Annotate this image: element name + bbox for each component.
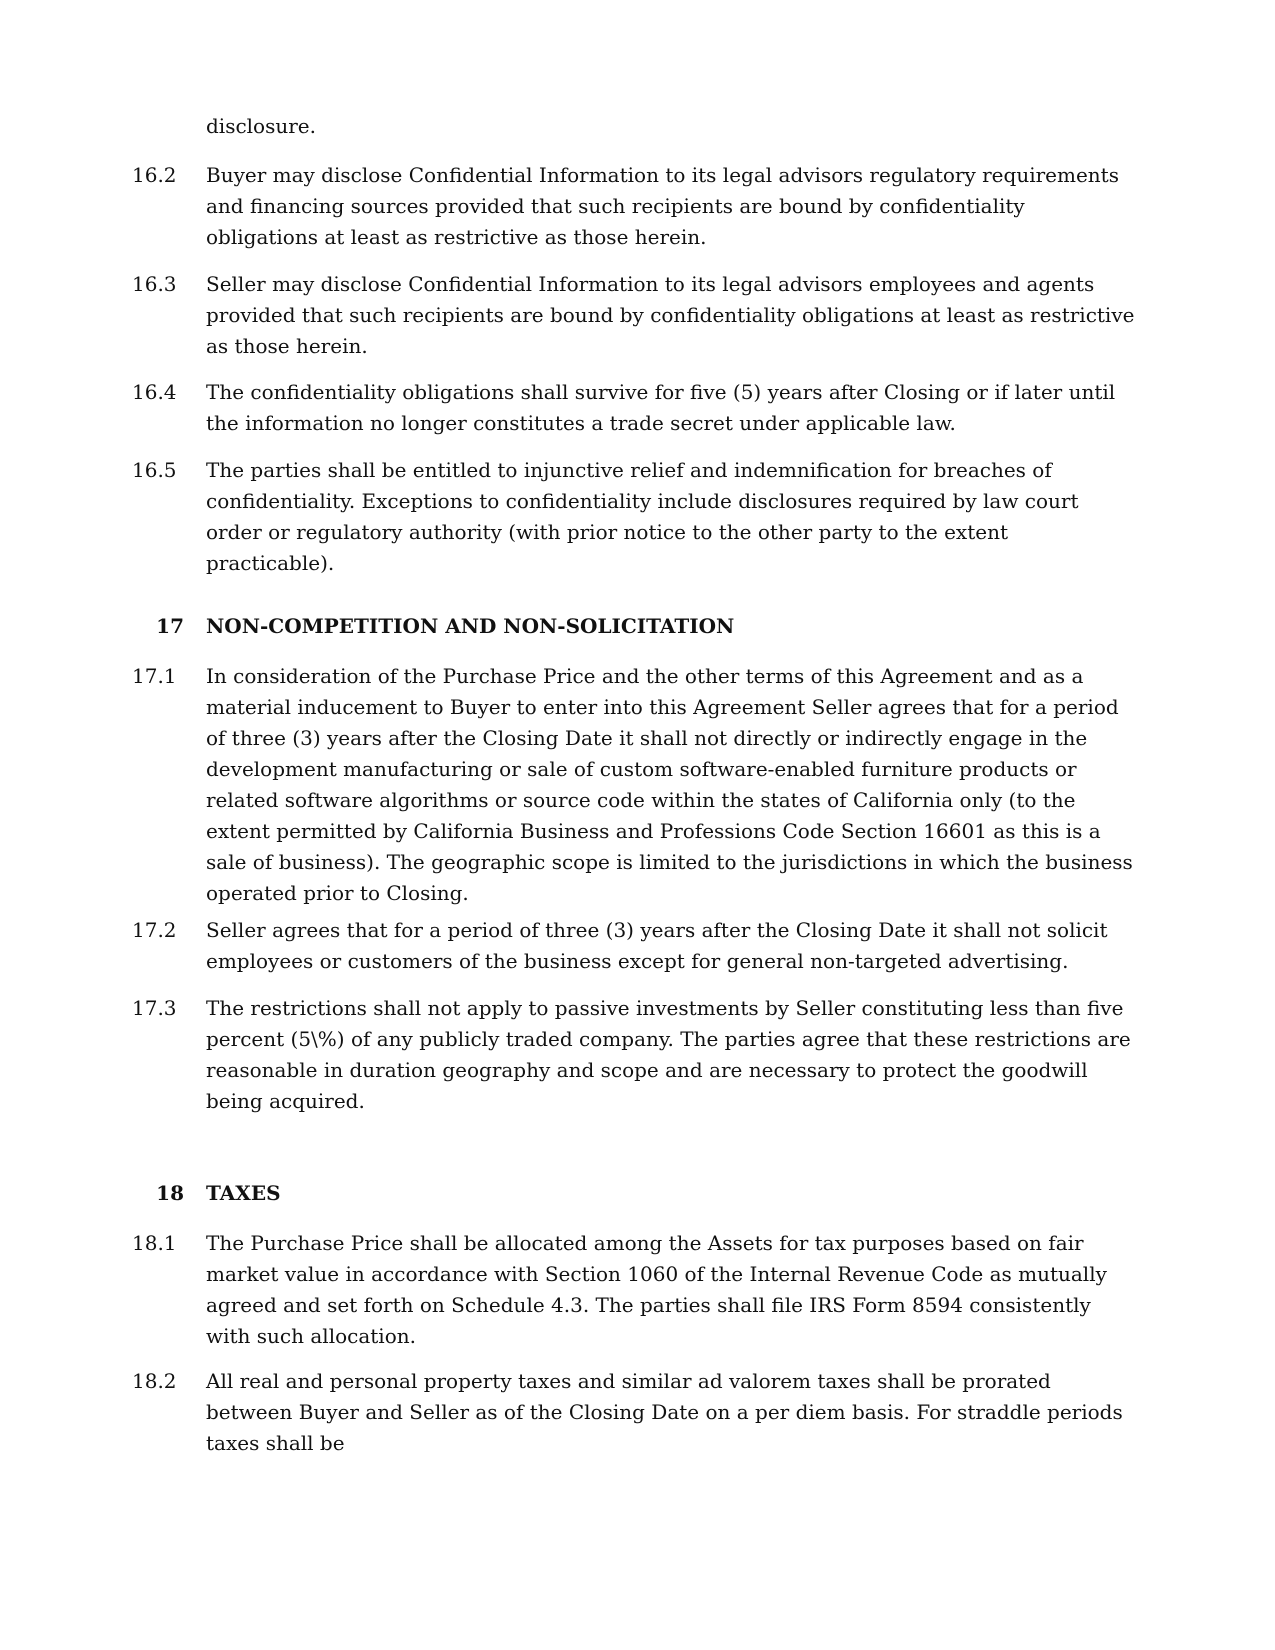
clause-number: 18.2	[132, 1369, 177, 1393]
clause-text: All real and personal property taxes and similar ad valorem taxes shall be prorated between Buyer and Seller as of the Closing Date on a per diem basis. For straddle periods taxes shall be	[206, 1369, 1123, 1455]
clause-text: The restrictions shall not apply to passive investments by Seller constituting less than five percent (5\%) of any publicly traded company. The parties agree that these restrictions are reasonable in duration geography and scope and are necessary to protect the goodwill being acquired.	[206, 996, 1131, 1113]
section-title: NON-COMPETITION AND NON-SOLICITATION	[206, 614, 735, 638]
clause-number: 17.1	[132, 664, 177, 688]
section-title: TAXES	[206, 1181, 281, 1205]
clause-text: Buyer may disclose Confidential Information to its legal advisors regulatory requirements and financing sources provided that such recipients are bound by confidentiality obligations at least as restrictive as those herein.	[206, 163, 1119, 249]
clause-text: Seller may disclose Confidential Information to its legal advisors employees and agents provided that such recipients are bound by confidentiality obligations at least as restrictive as those herein.	[206, 272, 1135, 358]
clause-number: 17.3	[132, 996, 177, 1020]
clause-text: The confidentiality obligations shall survive for five (5) years after Closing or if later until the information no longer constitutes a trade secret under applicable law.	[206, 380, 1116, 435]
clause-number: 16.3	[132, 272, 177, 296]
clause-number: 16.2	[132, 163, 177, 187]
clause-number: 18.1	[132, 1231, 177, 1255]
clause-text: The parties shall be entitled to injunctive relief and indemnification for breaches of confidentiality. Exceptions to confidentiality include disclosures required by law court order or regulatory authority (with prior notice to the other party to the extent practicable).	[206, 458, 1079, 575]
clause-text: Seller agrees that for a period of three (3) years after the Closing Date it shall not solicit employees or customers of the business except for general non-targeted advertising.	[206, 918, 1108, 973]
clause-number: 16.4	[132, 380, 177, 404]
section-number: 18	[156, 1181, 184, 1205]
continuation-text: disclosure.	[206, 114, 316, 138]
section-number: 17	[156, 614, 184, 638]
clause-number: 17.2	[132, 918, 177, 942]
clause-text: In consideration of the Purchase Price and the other terms of this Agreement and as a material inducement to Buyer to enter into this Agreement Seller agrees that for a period of three (3) years after the Closing Date it shall not directly or indirectly engage in the development manufacturing or sale of custom software-enabled furniture products or related software algorithms or source code within the states of California only (to the extent permitted by California Business and Professions Code Section 16601 as this is a sale of business). The geographic scope is limited to the jurisdictions in which the business operated prior to Closing.	[206, 664, 1133, 905]
clause-text: The Purchase Price shall be allocated among the Assets for tax purposes based on fair market value in accordance with Section 1060 of the Internal Revenue Code as mutually agreed and set forth on Schedule 4.3. The parties shall file IRS Form 8594 consistently with such allocation.	[206, 1231, 1107, 1348]
clause-number: 16.5	[132, 458, 177, 482]
